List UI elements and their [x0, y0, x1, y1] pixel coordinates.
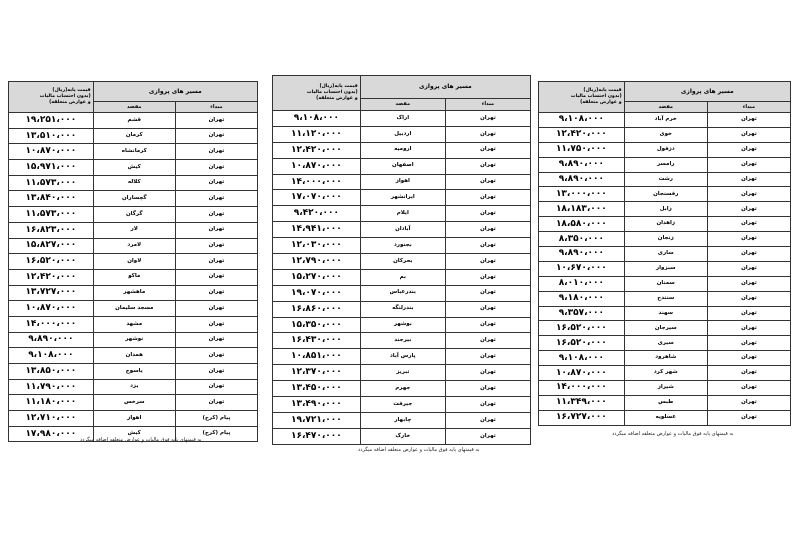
- destination-cell: جهرم: [360, 381, 445, 397]
- header-price-line1: قیمت پایه(ریال): [583, 87, 622, 93]
- destination-cell: گرگان: [93, 207, 175, 223]
- price-cell: ۱۳،۸۴۰،۰۰۰: [9, 191, 94, 207]
- price-cell: ۱۲،۷۱۰،۰۰۰: [9, 411, 94, 427]
- table-row: [273, 254, 531, 270]
- origin-cell: تهران: [175, 191, 257, 207]
- destination-cell: سنندج: [624, 291, 707, 306]
- price-cell: ۱۱،۵۷۳،۰۰۰: [9, 207, 94, 223]
- origin-cell: تهران: [445, 142, 530, 158]
- origin-cell: تهران: [175, 285, 257, 301]
- table-row: [9, 128, 258, 144]
- price-cell: ۱۲،۴۲۰،۰۰۰: [539, 127, 625, 142]
- table-row: [539, 395, 791, 410]
- price-cell: ۸،۰۱۰،۰۰۰: [539, 276, 625, 291]
- price-cell: ۹،۱۰۸،۰۰۰: [273, 111, 361, 127]
- origin-cell: تهران: [707, 187, 790, 202]
- header-origin: مبداء: [445, 99, 530, 111]
- table-row: [539, 276, 791, 291]
- price-cell: ۱۳،۸۵۰،۰۰۰: [9, 364, 94, 380]
- destination-cell: ماهشهر: [93, 285, 175, 301]
- price-cell: ۹،۸۹۰،۰۰۰: [539, 172, 625, 187]
- table-row: [539, 351, 791, 366]
- origin-cell: تهران: [175, 207, 257, 223]
- table-row: [273, 317, 531, 333]
- header-route: مسیر های پروازی: [360, 76, 530, 99]
- table-row: [9, 364, 258, 380]
- price-cell: ۱۶،۴۳۰،۰۰۰: [273, 333, 361, 349]
- origin-cell: تهران: [175, 316, 257, 332]
- price-cell: ۱۶،۵۲۰،۰۰۰: [539, 336, 625, 351]
- origin-cell: تهران: [445, 190, 530, 206]
- price-cell: ۹،۸۹۰،۰۰۰: [9, 332, 94, 348]
- price-cell: ۱۹،۲۵۱،۰۰۰: [9, 113, 94, 129]
- destination-cell: رامسر: [624, 157, 707, 172]
- destination-cell: چابهار: [360, 412, 445, 428]
- table-row: [273, 333, 531, 349]
- origin-cell: تهران: [175, 348, 257, 364]
- destination-cell: لار: [93, 222, 175, 238]
- table-row: [9, 379, 258, 395]
- header-origin: مبداء: [175, 102, 257, 113]
- table-row: [539, 261, 791, 276]
- header-price-line3: و عوارض متعلقه): [49, 100, 91, 106]
- price-cell: ۱۱،۳۴۹،۰۰۰: [539, 395, 625, 410]
- destination-cell: شهر کرد: [624, 366, 707, 381]
- destination-cell: بیرجند: [360, 333, 445, 349]
- table-row: [9, 411, 258, 427]
- origin-cell: تهران: [707, 366, 790, 381]
- table-row: [273, 158, 531, 174]
- origin-cell: تهران: [707, 247, 790, 262]
- destination-cell: خوی: [624, 127, 707, 142]
- header-route: مسیر های پروازی: [624, 82, 790, 102]
- header-price-line2: (بدون احتساب مالیات: [39, 93, 91, 99]
- destination-cell: لامرد: [93, 238, 175, 254]
- table-row: [539, 247, 791, 262]
- table-row: [273, 349, 531, 365]
- table-row: [539, 232, 791, 247]
- table-row: [273, 111, 531, 127]
- table-row: [539, 113, 791, 128]
- price-cell: ۱۳،۷۲۷،۰۰۰: [9, 285, 94, 301]
- table-row: [9, 113, 258, 129]
- origin-cell: تهران: [175, 269, 257, 285]
- destination-cell: سیری: [624, 336, 707, 351]
- fares-table-1: [8, 81, 258, 442]
- table-row: [539, 410, 791, 425]
- origin-cell: تهران: [707, 172, 790, 187]
- price-cell: ۹،۳۵۷،۰۰۰: [539, 306, 625, 321]
- price-cell: ۱۶،۸۲۳،۰۰۰: [9, 222, 94, 238]
- price-cell: ۱۳،۵۱۰،۰۰۰: [9, 128, 94, 144]
- table-row: [273, 381, 531, 397]
- table-row: [539, 321, 791, 336]
- price-cell: ۱۰،۸۵۱،۰۰۰: [273, 349, 361, 365]
- footnote-1: به قیمتهای پایه فوق مالیات و عوارض متعلقه اضافه میگردد: [80, 437, 202, 443]
- origin-cell: پیام (کرج): [175, 411, 257, 427]
- destination-cell: اصفهان: [360, 158, 445, 174]
- table-row: [9, 160, 258, 176]
- origin-cell: تهران: [175, 254, 257, 270]
- destination-cell: ارومیه: [360, 142, 445, 158]
- table-row: [9, 332, 258, 348]
- table-row: [539, 187, 791, 202]
- price-cell: ۱۰،۸۷۰،۰۰۰: [9, 301, 94, 317]
- destination-cell: لاوان: [93, 254, 175, 270]
- origin-cell: تهران: [445, 254, 530, 270]
- destination-cell: کیش: [93, 426, 175, 442]
- destination-cell: قشم: [93, 113, 175, 129]
- price-cell: ۱۵،۳۵۰،۰۰۰: [273, 317, 361, 333]
- destination-cell: بجنورد: [360, 238, 445, 254]
- price-cell: ۱۱،۵۷۳،۰۰۰: [9, 175, 94, 191]
- table-row: [539, 381, 791, 396]
- table-row: [9, 269, 258, 285]
- header-price: [273, 76, 361, 111]
- price-cell: ۱۱،۱۸۰،۰۰۰: [9, 395, 94, 411]
- price-cell: ۹،۱۰۸،۰۰۰: [9, 348, 94, 364]
- origin-cell: تهران: [175, 128, 257, 144]
- origin-cell: تهران: [175, 113, 257, 129]
- destination-cell: اردبیل: [360, 126, 445, 142]
- header-price-line1: قیمت پایه(ریال): [52, 87, 91, 93]
- origin-cell: تهران: [707, 410, 790, 425]
- origin-cell: تهران: [707, 291, 790, 306]
- table-row: [273, 222, 531, 238]
- origin-cell: تهران: [175, 160, 257, 176]
- price-cell: ۱۶،۵۲۰،۰۰۰: [539, 321, 625, 336]
- destination-cell: پارس آباد: [360, 349, 445, 365]
- destination-cell: ماکو: [93, 269, 175, 285]
- origin-cell: تهران: [175, 222, 257, 238]
- header-destination: مقصد: [93, 102, 175, 113]
- header-price: [539, 82, 625, 113]
- origin-cell: تهران: [175, 332, 257, 348]
- header-price-line1: قیمت پایه(ریال): [319, 83, 358, 89]
- price-cell: ۱۰،۶۷۰،۰۰۰: [539, 261, 625, 276]
- destination-cell: خارک: [360, 428, 445, 444]
- price-cell: ۱۱،۷۹۰،۰۰۰: [9, 379, 94, 395]
- price-cell: ۱۸،۱۸۳،۰۰۰: [539, 202, 625, 217]
- table-row: [539, 157, 791, 172]
- origin-cell: تهران: [707, 202, 790, 217]
- origin-cell: تهران: [445, 349, 530, 365]
- origin-cell: تهران: [445, 397, 530, 413]
- destination-cell: رفسنجان: [624, 187, 707, 202]
- table-row: [9, 144, 258, 160]
- origin-cell: تهران: [707, 127, 790, 142]
- table-row: [9, 285, 258, 301]
- price-cell: ۱۴،۰۰۰،۰۰۰: [539, 381, 625, 396]
- fares-table: [8, 81, 258, 442]
- table-row: [9, 191, 258, 207]
- price-cell: ۱۷،۹۸۰،۰۰۰: [9, 426, 94, 442]
- header-origin: مبداء: [707, 102, 790, 113]
- destination-cell: کیش: [93, 160, 175, 176]
- footnote-2: به قیمتهای پایه فوق مالیات و عوارض متعلقه اضافه میگردد: [358, 447, 480, 453]
- destination-cell: سهند: [624, 306, 707, 321]
- table-row: [539, 366, 791, 381]
- price-cell: ۱۶،۵۲۰،۰۰۰: [9, 254, 94, 270]
- table-row: [273, 126, 531, 142]
- table-row: [273, 206, 531, 222]
- table-row: [539, 142, 791, 157]
- destination-cell: شیراز: [624, 381, 707, 396]
- origin-cell: تهران: [445, 174, 530, 190]
- origin-cell: تهران: [175, 301, 257, 317]
- price-cell: ۹،۱۰۸،۰۰۰: [539, 351, 625, 366]
- origin-cell: تهران: [707, 261, 790, 276]
- fares-table-3: [538, 81, 791, 426]
- price-cell: ۱۱،۱۲۰،۰۰۰: [273, 126, 361, 142]
- table-row: [273, 285, 531, 301]
- price-cell: ۱۶،۴۷۰،۰۰۰: [273, 428, 361, 444]
- price-cell: ۱۸،۵۸۰،۰۰۰: [539, 217, 625, 232]
- header-destination: مقصد: [360, 99, 445, 111]
- header-price-line3: و عوارض متعلقه): [580, 100, 622, 106]
- footnote-3: به قیمتهای پایه فوق مالیات و عوارض متعلقه اضافه میگردد: [612, 431, 734, 437]
- origin-cell: تهران: [175, 144, 257, 160]
- destination-cell: بحرکان: [360, 254, 445, 270]
- price-cell: ۱۰،۸۷۰،۰۰۰: [539, 366, 625, 381]
- destination-cell: مسجد سلیمان: [93, 301, 175, 317]
- origin-cell: تهران: [445, 301, 530, 317]
- price-cell: ۱۲،۳۷۰،۰۰۰: [273, 365, 361, 381]
- destination-cell: زنجان: [624, 232, 707, 247]
- destination-cell: گچساران: [93, 191, 175, 207]
- price-cell: ۱۷،۰۷۰،۰۰۰: [273, 190, 361, 206]
- origin-cell: تهران: [445, 381, 530, 397]
- destination-cell: سرخس: [93, 395, 175, 411]
- fares-table-2: [272, 75, 531, 445]
- table-row: [9, 395, 258, 411]
- table-row: [539, 217, 791, 232]
- price-cell: ۱۳،۰۰۰،۰۰۰: [539, 187, 625, 202]
- price-cell: ۹،۸۹۰،۰۰۰: [539, 157, 625, 172]
- price-cell: ۱۳،۴۹۰،۰۰۰: [273, 397, 361, 413]
- origin-cell: تهران: [175, 395, 257, 411]
- price-cell: ۱۲،۷۹۰،۰۰۰: [273, 254, 361, 270]
- origin-cell: تهران: [445, 206, 530, 222]
- origin-cell: تهران: [445, 269, 530, 285]
- destination-cell: اهواز: [360, 174, 445, 190]
- table-row: [273, 269, 531, 285]
- table-row: [9, 254, 258, 270]
- header-price: [9, 82, 94, 113]
- price-cell: ۱۴،۰۰۰،۰۰۰: [273, 174, 361, 190]
- destination-cell: طبس: [624, 395, 707, 410]
- origin-cell: تهران: [707, 217, 790, 232]
- origin-cell: تهران: [707, 232, 790, 247]
- table-row: [273, 238, 531, 254]
- price-cell: ۱۰،۸۷۰،۰۰۰: [273, 158, 361, 174]
- table-row: [9, 238, 258, 254]
- fares-table: [538, 81, 791, 426]
- destination-cell: همدان: [93, 348, 175, 364]
- price-cell: ۱۰،۸۷۰،۰۰۰: [9, 144, 94, 160]
- destination-cell: خرم آباد: [624, 113, 707, 128]
- destination-cell: سمنان: [624, 276, 707, 291]
- price-cell: ۱۳،۴۵۰،۰۰۰: [273, 381, 361, 397]
- table-row: [273, 301, 531, 317]
- table-row: [273, 365, 531, 381]
- destination-cell: بندرلنگه: [360, 301, 445, 317]
- destination-cell: رشت: [624, 172, 707, 187]
- table-row: [539, 306, 791, 321]
- price-cell: ۸،۳۵۰،۰۰۰: [539, 232, 625, 247]
- destination-cell: بوشهر: [360, 317, 445, 333]
- header-price-line3: و عوارض متعلقه): [316, 96, 358, 102]
- price-cell: ۱۴،۹۴۱،۰۰۰: [273, 222, 361, 238]
- destination-cell: اهواز: [93, 411, 175, 427]
- origin-cell: تهران: [445, 222, 530, 238]
- destination-cell: ایلام: [360, 206, 445, 222]
- destination-cell: کرمانشاه: [93, 144, 175, 160]
- price-cell: ۱۲،۴۲۰،۰۰۰: [9, 269, 94, 285]
- origin-cell: تهران: [175, 238, 257, 254]
- origin-cell: تهران: [707, 113, 790, 128]
- price-cell: ۱۶،۷۲۷،۰۰۰: [539, 410, 625, 425]
- price-cell: ۹،۸۹۰،۰۰۰: [539, 247, 625, 262]
- destination-cell: زابل: [624, 202, 707, 217]
- destination-cell: ساری: [624, 247, 707, 262]
- table-row: [273, 174, 531, 190]
- destination-cell: کلاله: [93, 175, 175, 191]
- origin-cell: تهران: [445, 428, 530, 444]
- destination-cell: جیرفت: [360, 397, 445, 413]
- table-row: [539, 202, 791, 217]
- header-route: مسیر های پروازی: [93, 82, 257, 102]
- price-cell: ۹،۴۲۰،۰۰۰: [273, 206, 361, 222]
- destination-cell: تبریز: [360, 365, 445, 381]
- price-cell: ۱۴،۰۰۰،۰۰۰: [9, 316, 94, 332]
- table-row: [539, 127, 791, 142]
- destination-cell: نوشهر: [93, 332, 175, 348]
- price-cell: ۱۵،۸۲۷،۰۰۰: [9, 238, 94, 254]
- price-cell: ۱۹،۰۷۰،۰۰۰: [273, 285, 361, 301]
- origin-cell: تهران: [707, 381, 790, 396]
- origin-cell: پیام (کرج): [175, 426, 257, 442]
- origin-cell: تهران: [445, 238, 530, 254]
- fares-table: [272, 75, 531, 445]
- table-row: [273, 397, 531, 413]
- price-cell: ۹،۱۰۸،۰۰۰: [539, 113, 625, 128]
- destination-cell: آبادان: [360, 222, 445, 238]
- destination-cell: کرمان: [93, 128, 175, 144]
- header-price-line2: (بدون احتساب مالیات: [570, 93, 622, 99]
- origin-cell: تهران: [445, 317, 530, 333]
- destination-cell: مشهد: [93, 316, 175, 332]
- destination-cell: زاهدان: [624, 217, 707, 232]
- table-row: [273, 190, 531, 206]
- origin-cell: تهران: [707, 351, 790, 366]
- table-row: [539, 291, 791, 306]
- price-cell: ۱۲،۰۳۰،۰۰۰: [273, 238, 361, 254]
- destination-cell: یاسوج: [93, 364, 175, 380]
- destination-cell: عسلویه: [624, 410, 707, 425]
- origin-cell: تهران: [445, 158, 530, 174]
- table-row: [273, 412, 531, 428]
- origin-cell: تهران: [707, 306, 790, 321]
- destination-cell: دزفول: [624, 142, 707, 157]
- origin-cell: تهران: [445, 333, 530, 349]
- header-destination: مقصد: [624, 102, 707, 113]
- origin-cell: تهران: [707, 157, 790, 172]
- origin-cell: تهران: [445, 365, 530, 381]
- origin-cell: تهران: [175, 175, 257, 191]
- price-cell: ۱۲،۴۲۰،۰۰۰: [273, 142, 361, 158]
- destination-cell: سبزوار: [624, 261, 707, 276]
- destination-cell: بم: [360, 269, 445, 285]
- price-cell: ۱۵،۲۷۰،۰۰۰: [273, 269, 361, 285]
- origin-cell: تهران: [707, 142, 790, 157]
- origin-cell: تهران: [445, 126, 530, 142]
- table-row: [9, 222, 258, 238]
- table-row: [273, 142, 531, 158]
- table-row: [9, 175, 258, 191]
- table-row: [9, 348, 258, 364]
- origin-cell: تهران: [707, 336, 790, 351]
- table-row: [9, 207, 258, 223]
- destination-cell: سیرجان: [624, 321, 707, 336]
- destination-cell: شاهرود: [624, 351, 707, 366]
- destination-cell: ایرانشهر: [360, 190, 445, 206]
- destination-cell: یزد: [93, 379, 175, 395]
- table-row: [539, 336, 791, 351]
- price-cell: ۱۵،۹۷۱،۰۰۰: [9, 160, 94, 176]
- origin-cell: تهران: [445, 111, 530, 127]
- table-row: [9, 316, 258, 332]
- table-row: [273, 428, 531, 444]
- destination-cell: اراک: [360, 111, 445, 127]
- table-row: [9, 301, 258, 317]
- price-cell: ۱۱،۷۵۰،۰۰۰: [539, 142, 625, 157]
- price-cell: ۹،۱۸۰،۰۰۰: [539, 291, 625, 306]
- origin-cell: تهران: [707, 321, 790, 336]
- origin-cell: تهران: [707, 395, 790, 410]
- price-cell: ۱۹،۷۲۱،۰۰۰: [273, 412, 361, 428]
- origin-cell: تهران: [445, 285, 530, 301]
- price-cell: ۱۶،۸۶۰،۰۰۰: [273, 301, 361, 317]
- destination-cell: بندرعباس: [360, 285, 445, 301]
- origin-cell: تهران: [175, 379, 257, 395]
- header-price-line2: (بدون احتساب مالیات: [306, 89, 358, 95]
- origin-cell: تهران: [707, 276, 790, 291]
- origin-cell: تهران: [445, 412, 530, 428]
- origin-cell: تهران: [175, 364, 257, 380]
- table-row: [539, 172, 791, 187]
